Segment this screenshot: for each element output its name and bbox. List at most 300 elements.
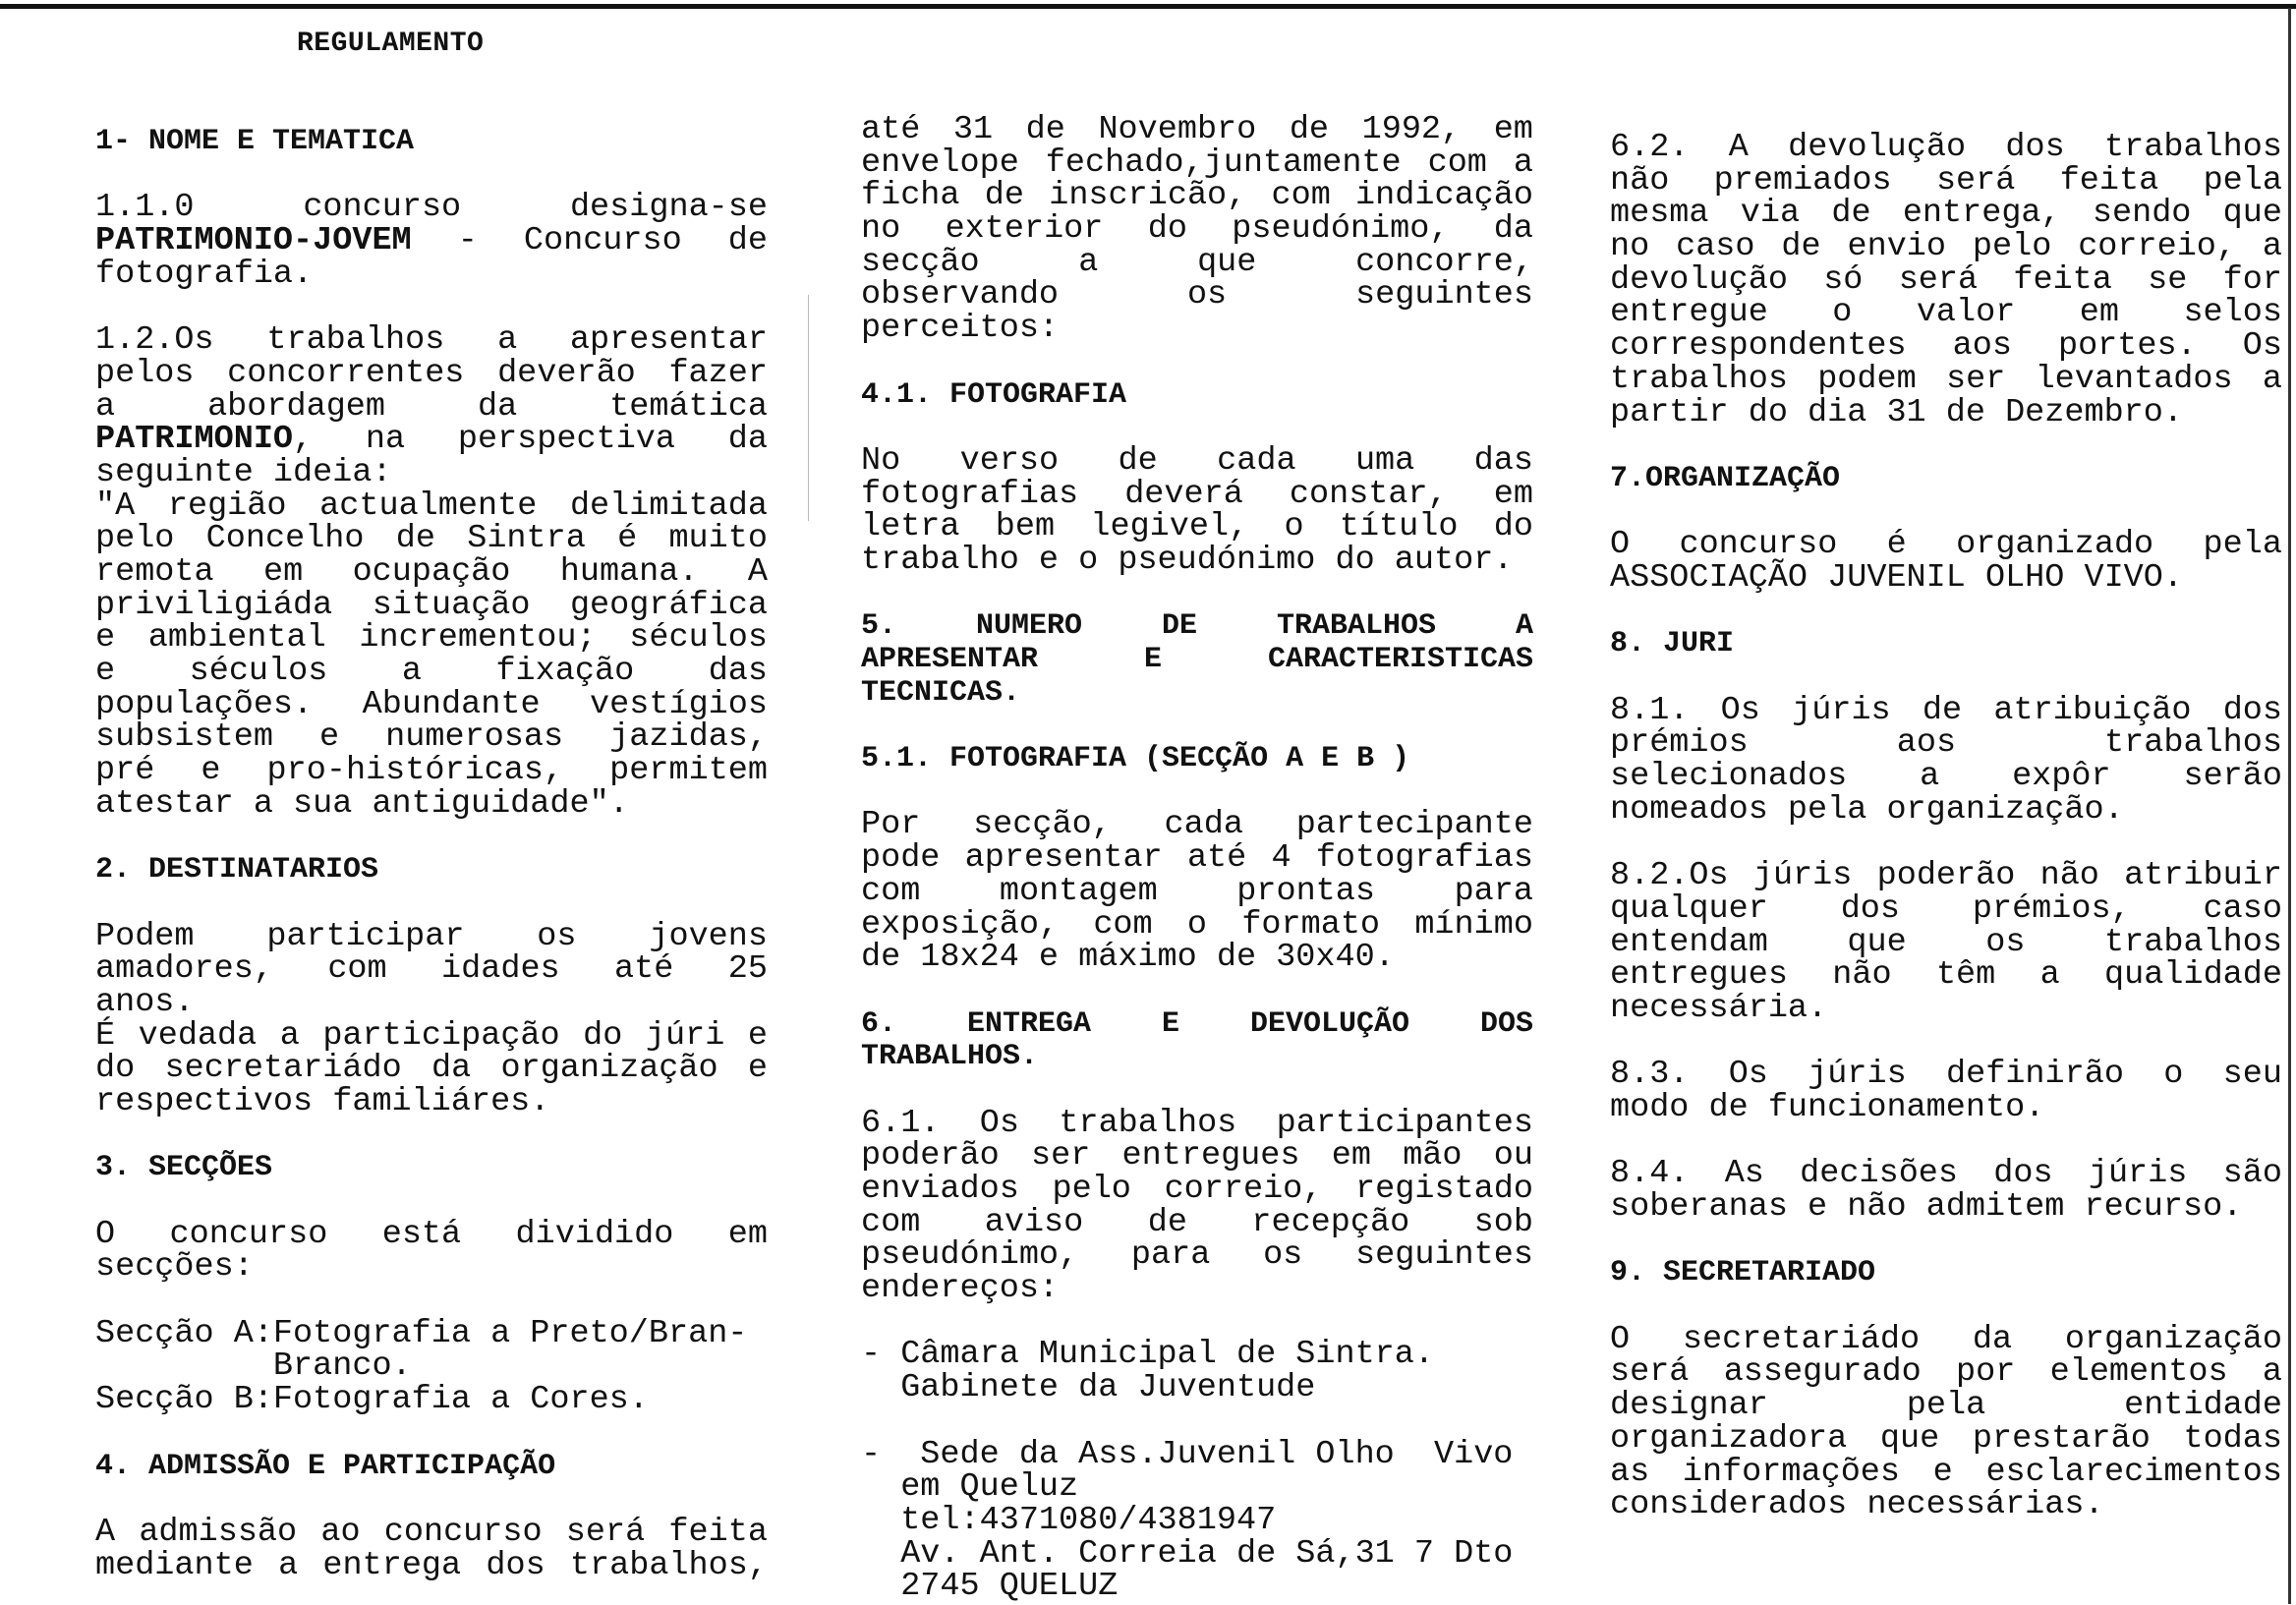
word [167, 487, 287, 525]
text: necessária. [1610, 989, 1828, 1027]
text: 31 [952, 111, 994, 148]
word [1728, 129, 1749, 166]
text-line [1610, 790, 2282, 829]
text-line [861, 475, 1533, 513]
word [1831, 195, 1871, 233]
word [1232, 210, 1450, 249]
text: permitem [609, 752, 768, 790]
text: bem [995, 508, 1056, 546]
text: via [1740, 195, 1801, 233]
text: mínimo [1414, 905, 1533, 944]
text: entidade [2124, 1387, 2282, 1425]
word [1059, 1104, 1237, 1142]
text-line [861, 1203, 1533, 1241]
text: das [1473, 441, 1533, 480]
text: até [861, 111, 921, 148]
text: organizadora [1610, 1419, 1848, 1458]
text: portes. [2057, 327, 2197, 366]
word [500, 1050, 718, 1088]
word [2124, 857, 2282, 895]
text: 9. SECRETARIADO [1610, 1256, 1876, 1290]
word [2124, 1387, 2282, 1425]
word [2104, 956, 2282, 995]
word [2039, 857, 2099, 895]
text: admissão [139, 1513, 298, 1551]
text: de [1025, 111, 1065, 148]
text: de [395, 520, 435, 558]
word [559, 552, 699, 591]
text: com [861, 872, 921, 910]
text: do [95, 1050, 136, 1088]
text-line [95, 321, 768, 360]
text: trabalhos [1059, 1104, 1237, 1142]
text-line [95, 1050, 768, 1088]
text: pro-históricas, [266, 752, 564, 790]
text: pela [2203, 526, 2282, 564]
text: exterior [945, 210, 1104, 249]
word [495, 653, 635, 690]
word [401, 653, 422, 690]
text: em [727, 1215, 768, 1253]
text: de [1118, 441, 1158, 480]
text-line [95, 1347, 768, 1386]
text: - Câmara Municipal de Sintra. [861, 1336, 1434, 1374]
word [2013, 260, 2112, 299]
text: TECNICAS. [861, 675, 1021, 710]
text: Av. Ant. Correia de Sá,31 7 Dto [861, 1534, 1514, 1573]
word [1823, 260, 1864, 299]
word [1516, 610, 1533, 644]
text: pré [95, 752, 155, 790]
word [1610, 1056, 1690, 1094]
word [609, 387, 768, 426]
word [95, 917, 195, 955]
word [1355, 243, 1533, 281]
text-line [861, 1104, 1533, 1142]
text: deverá [1124, 475, 1243, 513]
text: e [95, 653, 116, 690]
text: organizado [1956, 526, 2154, 564]
text-line [1610, 161, 2282, 200]
text-line [1610, 1387, 2282, 1425]
word [381, 1215, 462, 1253]
text-line [861, 1336, 1533, 1374]
text: exposição, [861, 905, 1060, 944]
paragraph [95, 1016, 768, 1120]
text: definirão [1946, 1056, 2124, 1094]
word [1679, 526, 1838, 564]
text: do [1493, 508, 1533, 546]
text: fechado,juntamente [1045, 143, 1402, 182]
text: com [1093, 905, 1153, 944]
word [1720, 691, 1760, 729]
text: A [1515, 609, 1533, 644]
text: no [861, 210, 901, 249]
word [486, 1546, 545, 1584]
text: a [1078, 243, 1099, 281]
paragraph [95, 321, 768, 491]
text: da [431, 1050, 472, 1088]
text: montagem [999, 872, 1158, 910]
text: assegurado [1723, 1353, 1922, 1392]
word [2148, 260, 2188, 299]
text-line [861, 1468, 1533, 1507]
text: a [2262, 228, 2282, 266]
word [2203, 161, 2282, 200]
word [1098, 111, 1257, 148]
text: partecipante [1295, 806, 1533, 844]
column-3 [1610, 129, 2282, 1524]
text: organização [500, 1050, 718, 1088]
paragraph [1610, 857, 2282, 1027]
text: entrega [322, 1546, 462, 1584]
text: podem [1817, 360, 1917, 398]
text: geográfica [569, 586, 768, 624]
text: 1- NOME E TEMATICA [95, 125, 415, 158]
word [207, 387, 386, 426]
text: A [747, 552, 768, 591]
text: as [1610, 1453, 1650, 1491]
word [861, 1171, 1019, 1208]
text: mesma [1610, 195, 1709, 233]
word [205, 520, 365, 558]
text-line [1610, 1257, 2282, 1290]
word [1972, 1320, 2013, 1358]
text: só [1823, 260, 1864, 299]
text: concorre, [1355, 243, 1533, 281]
text: e [747, 1050, 768, 1088]
text-line [861, 177, 1533, 215]
word [1972, 889, 2131, 928]
word [320, 1513, 361, 1551]
text: informações [1682, 1453, 1901, 1491]
text: designar [1610, 1387, 1768, 1425]
word [1493, 475, 1533, 513]
text: CARACTERISTICAS [1267, 643, 1533, 676]
text: poderão [861, 1137, 1000, 1175]
text: o [2163, 1056, 2184, 1094]
word [727, 222, 768, 260]
word [537, 917, 577, 955]
text: DOS [1479, 1006, 1533, 1041]
text: entregues [1610, 956, 1788, 995]
word [1724, 1155, 1764, 1193]
text: 5. [861, 609, 897, 644]
text: formato [1241, 905, 1381, 944]
text: com [1427, 143, 1487, 182]
word [1473, 1203, 1533, 1241]
word [1454, 872, 1533, 910]
text-line [861, 939, 1533, 977]
text: júri [645, 1016, 725, 1055]
text: O [95, 1215, 116, 1253]
text: sendo [2092, 195, 2192, 233]
text: DEVOLUÇÃO [1249, 1006, 1409, 1041]
word [861, 1008, 896, 1042]
text: legivel, [1090, 508, 1249, 546]
word [147, 619, 326, 658]
paragraph [861, 111, 1533, 348]
word [2059, 161, 2159, 200]
word [2222, 195, 2282, 233]
text: numerosas [385, 718, 564, 757]
word [1610, 1155, 1690, 1193]
word [2035, 360, 2233, 398]
word [617, 520, 638, 558]
paragraph [1610, 691, 2282, 829]
word [1276, 1104, 1533, 1142]
text-line [95, 619, 768, 658]
word [1197, 243, 1257, 281]
text: em [2079, 294, 2119, 332]
text: ocupação [352, 552, 511, 591]
text: atestar a sua antiguidade". [95, 784, 629, 823]
word [2183, 1419, 2282, 1458]
word [861, 1137, 1000, 1175]
text-line [95, 552, 768, 591]
text: trabalhos [1610, 360, 1788, 398]
word [385, 718, 564, 757]
text-line [1610, 1320, 2282, 1358]
text-line [95, 189, 768, 227]
text: secretariádo [164, 1050, 402, 1088]
text: ASSOCIAÇÃO JUVENIL OLHO VIVO. [1610, 558, 2183, 597]
text: mediante [95, 1546, 254, 1584]
text-line [1610, 758, 2282, 796]
word [1610, 526, 1631, 564]
text: a [401, 653, 422, 690]
word [952, 111, 994, 148]
text: Concelho [205, 520, 365, 558]
text: 2745 QUELUZ [861, 1568, 1119, 1605]
word [999, 872, 1158, 910]
word [1361, 111, 1462, 148]
text-line [95, 1381, 768, 1419]
text-line [95, 421, 768, 459]
text-line [95, 1016, 768, 1055]
word [569, 189, 768, 227]
word [1610, 691, 1690, 729]
text-line [95, 1082, 768, 1120]
paragraph [95, 189, 768, 293]
text: Concurso [523, 222, 682, 260]
text: mão [1403, 1137, 1463, 1175]
text-line [1610, 1088, 2282, 1126]
word [861, 210, 901, 249]
column-2 [861, 111, 1533, 1605]
word [1162, 1008, 1179, 1042]
text: fazer [668, 354, 768, 392]
text: DE [1161, 609, 1197, 644]
paragraph [95, 917, 768, 1021]
word [322, 1546, 462, 1584]
word [395, 520, 435, 558]
word [2057, 327, 2197, 366]
word [967, 1008, 1091, 1042]
text: 4.1. FOTOGRAFIA [861, 377, 1127, 412]
section-heading [861, 379, 1533, 413]
word [95, 685, 314, 723]
section-heading [95, 126, 768, 159]
word [95, 387, 116, 426]
word [1800, 1155, 1958, 1193]
word [1932, 1453, 1953, 1491]
text-line [861, 1137, 1533, 1175]
word [1403, 1137, 1463, 1175]
text: pode [861, 839, 941, 878]
text: o [1832, 294, 1853, 332]
word [861, 276, 1060, 315]
text: considerados necessárias. [1610, 1486, 2104, 1524]
text: ENTREGA [966, 1006, 1092, 1041]
text: de 18x24 e máximo de 30x40. [861, 939, 1395, 977]
word [1972, 1419, 2151, 1458]
text-line [1610, 724, 2282, 763]
text: de [1289, 111, 1330, 148]
text: júris [2088, 1155, 2188, 1193]
text-line [861, 310, 1533, 348]
word [1250, 1008, 1409, 1042]
text: pelos [95, 354, 195, 392]
text: que [1879, 1419, 1940, 1458]
text: a [2039, 956, 2060, 995]
word [95, 520, 175, 558]
text: Por [861, 806, 921, 844]
text: temática [609, 387, 768, 426]
text: correspondentes [1610, 327, 1907, 366]
word [1610, 889, 1768, 928]
text: envio [1847, 228, 1947, 266]
text: deverão [497, 354, 636, 392]
text-line [861, 210, 1533, 249]
word [1610, 1453, 1650, 1491]
text: júris [1808, 1056, 1907, 1094]
paragraph [861, 441, 1533, 579]
word [2262, 360, 2282, 398]
text: são [2222, 1155, 2282, 1193]
word [1879, 1419, 1940, 1458]
text: qualidade [2104, 956, 2282, 995]
text: seguinte ideia: [95, 453, 392, 491]
text: da [477, 387, 518, 426]
text: Secção A:Fotografia a Preto/Bran- [95, 1314, 748, 1352]
text: 25 [727, 950, 768, 989]
text: - Sede da Ass.Juvenil Olho Vivo [861, 1435, 1514, 1473]
text: E [1143, 643, 1162, 676]
text-line [95, 487, 768, 525]
text: concorrentes [227, 354, 465, 392]
text: concurso [1679, 526, 1838, 564]
text-line [95, 950, 768, 989]
text: apresentar [964, 839, 1163, 878]
text-line [861, 276, 1533, 315]
text: e [319, 718, 340, 757]
word [523, 222, 682, 260]
text: 8.1. [1610, 691, 1690, 729]
text: em Queluz [861, 1468, 1079, 1507]
word [383, 1513, 543, 1551]
text-line [95, 653, 768, 690]
word [95, 653, 116, 690]
text: idades [441, 950, 560, 989]
column-divider-mark [808, 295, 809, 521]
word [262, 552, 304, 591]
text: da [1972, 1320, 2013, 1358]
text: até [614, 950, 674, 989]
word [95, 718, 273, 757]
word [1493, 1137, 1533, 1175]
text: a [95, 387, 116, 426]
section-heading [95, 1451, 768, 1484]
text: entregue [1610, 294, 1768, 332]
text: 4 [1271, 839, 1292, 878]
text: trabalhos [2104, 923, 2282, 961]
text: o [1186, 905, 1208, 944]
paragraph [1610, 129, 2282, 431]
text: os [537, 917, 577, 955]
word [1493, 210, 1533, 249]
word [861, 475, 1079, 513]
text: prémios [1610, 724, 1749, 763]
text: cada [1164, 806, 1243, 844]
word [2183, 758, 2282, 796]
word [1289, 475, 1448, 513]
column-1 [95, 126, 768, 1582]
word [1935, 956, 1996, 995]
text: perceitos: [861, 310, 1060, 348]
text-line [1610, 360, 2282, 398]
text: fixação [495, 653, 635, 690]
word [747, 1050, 768, 1088]
text: pelo [95, 520, 175, 558]
word [1130, 1236, 1211, 1275]
text: 5.1. FOTOGRAFIA (SECÇÃO A E B ) [861, 742, 1410, 776]
text: Os [979, 1104, 1019, 1142]
text: dos [1840, 889, 1900, 928]
word [609, 718, 768, 757]
text: Sintra [467, 520, 586, 558]
text-line [861, 1008, 1533, 1042]
word [727, 421, 768, 459]
text: ao [320, 1513, 361, 1551]
word [1118, 441, 1158, 480]
word [2222, 691, 2282, 729]
word [1832, 956, 1892, 995]
text: Novembro [1098, 111, 1257, 148]
word [1993, 1155, 2053, 1193]
bold-text: PATRIMONIO [95, 421, 294, 459]
text-line [861, 806, 1533, 844]
text-line [1610, 260, 2282, 299]
section-heading [861, 610, 1533, 710]
text: com [327, 950, 387, 989]
word [1993, 691, 2192, 729]
text: não [1610, 161, 1670, 200]
word [861, 243, 980, 281]
word [2079, 294, 2119, 332]
text-line [95, 354, 768, 392]
text: apresentar [569, 321, 768, 360]
word [708, 653, 768, 690]
text: 4. ADMISSÃO E PARTICIPAÇÃO [95, 1449, 556, 1483]
text: A [95, 1513, 116, 1551]
text: modo de funcionamento. [1610, 1088, 2045, 1126]
word [1610, 260, 1788, 299]
word [861, 839, 941, 878]
paragraph [1610, 1056, 2282, 1126]
text: atribuição [1993, 691, 2192, 729]
text: serão [2183, 758, 2282, 796]
